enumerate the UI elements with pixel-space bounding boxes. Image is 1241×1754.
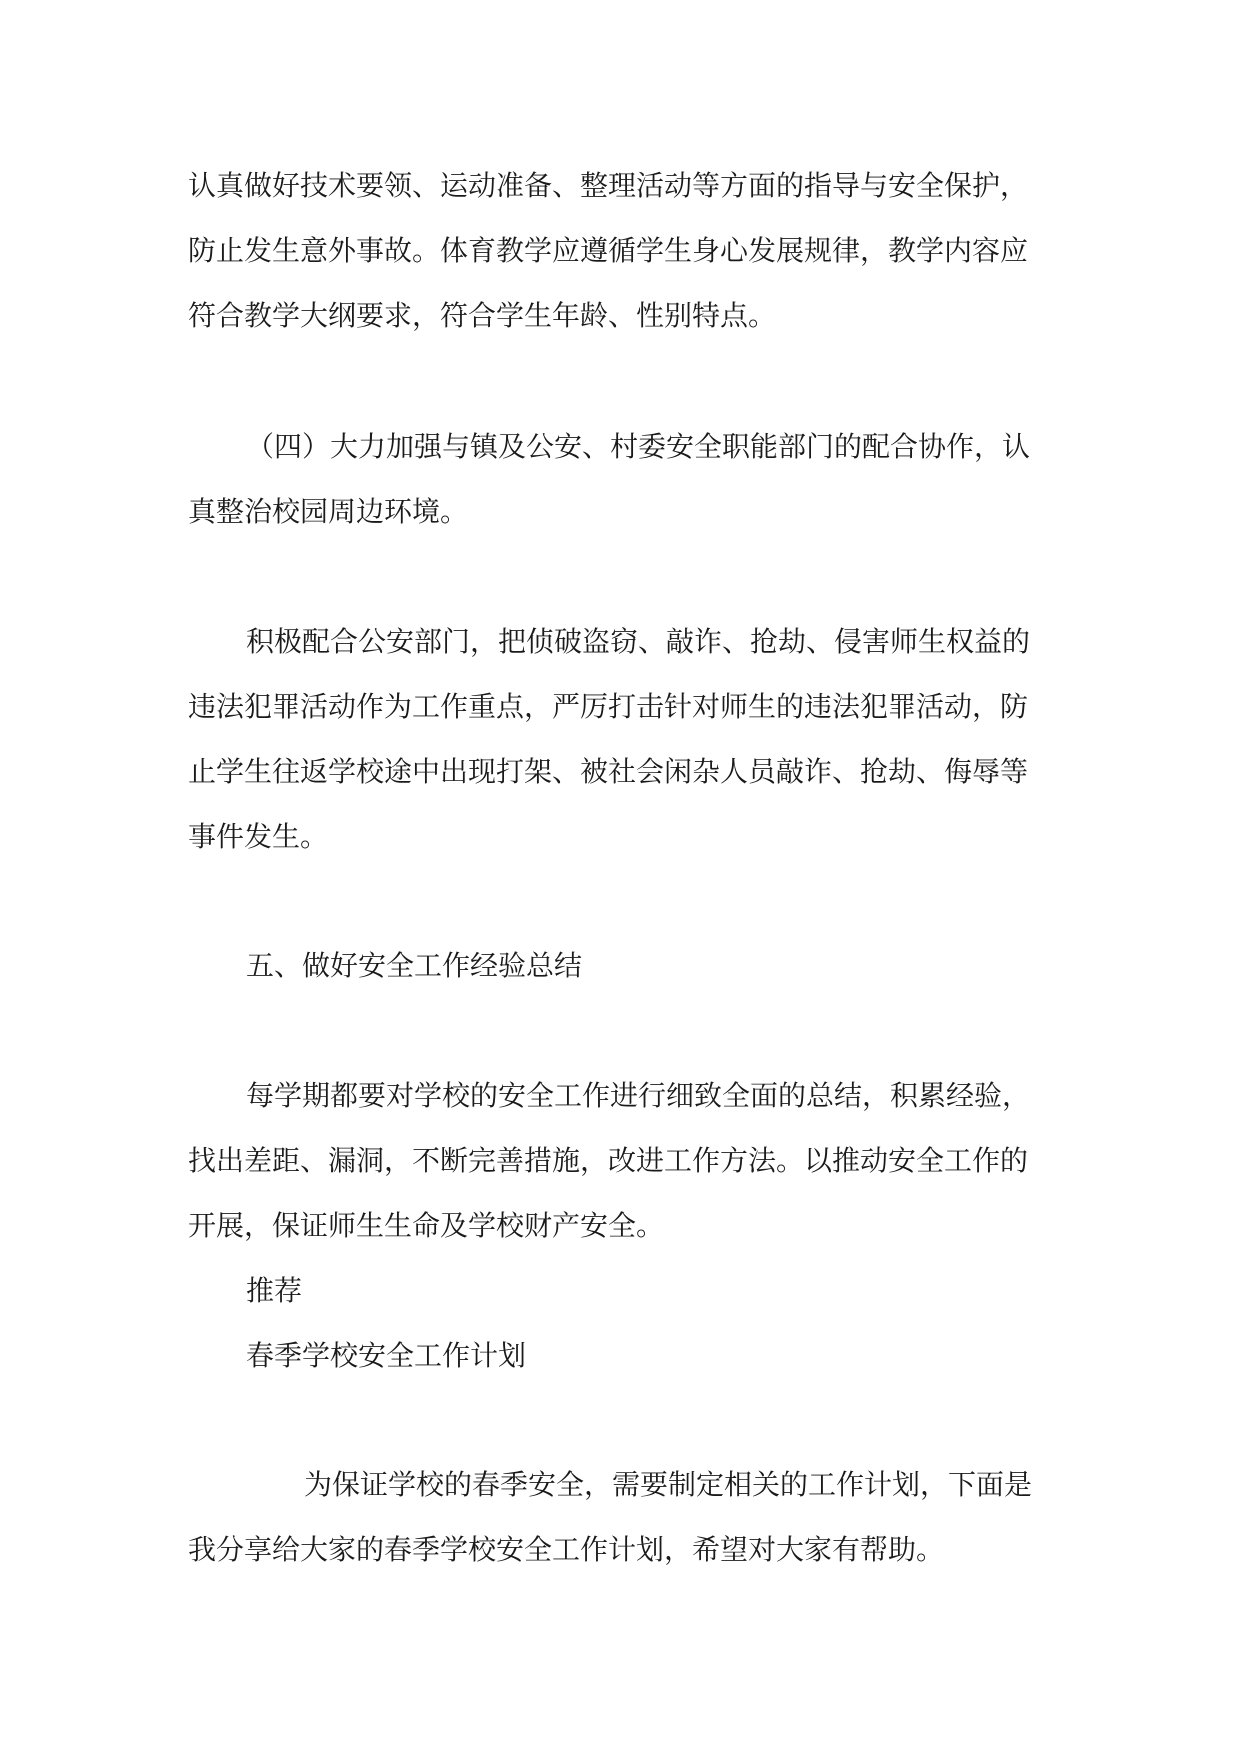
recommended-title: 春季学校安全工作计划 [246, 1339, 527, 1372]
paragraph-line: 防止发生意外事故。体育教学应遵循学生身心发展规律，教学内容应 [188, 234, 1029, 267]
paragraph-line: 开展，保证师生生命及学校财产安全。 [188, 1209, 665, 1242]
section-heading-line: （四）大力加强与镇及公安、村委安全职能部门的配合协作，认 [246, 430, 1031, 463]
paragraph-line: 积极配合公安部门，把侦破盗窃、敲诈、抢劫、侵害师生权益的 [246, 625, 1031, 658]
paragraph-line: 止学生往返学校途中出现打架、被社会闲杂人员敲诈、抢劫、侮辱等 [188, 755, 1029, 788]
paragraph-line: 符合教学大纲要求，符合学生年龄、性别特点。 [188, 299, 777, 332]
paragraph-line: 违法犯罪活动作为工作重点，严厉打击针对师生的违法犯罪活动，防 [188, 690, 1029, 723]
paragraph-line: 为保证学校的春季安全，需要制定相关的工作计划，下面是 [304, 1468, 1033, 1501]
paragraph-line: 真整治校园周边环境。 [188, 495, 469, 528]
section-heading: 五、做好安全工作经验总结 [246, 949, 583, 982]
paragraph-line: 事件发生。 [188, 820, 329, 853]
recommend-label: 推荐 [246, 1274, 303, 1307]
paragraph-line: 每学期都要对学校的安全工作进行细致全面的总结，积累经验， [246, 1079, 1031, 1112]
paragraph-line: 认真做好技术要领、运动准备、整理活动等方面的指导与安全保护， [188, 169, 1029, 202]
paragraph-line: 找出差距、漏洞，不断完善措施，改进工作方法。以推动安全工作的 [188, 1144, 1029, 1177]
paragraph-line: 我分享给大家的春季学校安全工作计划，希望对大家有帮助。 [188, 1533, 945, 1566]
